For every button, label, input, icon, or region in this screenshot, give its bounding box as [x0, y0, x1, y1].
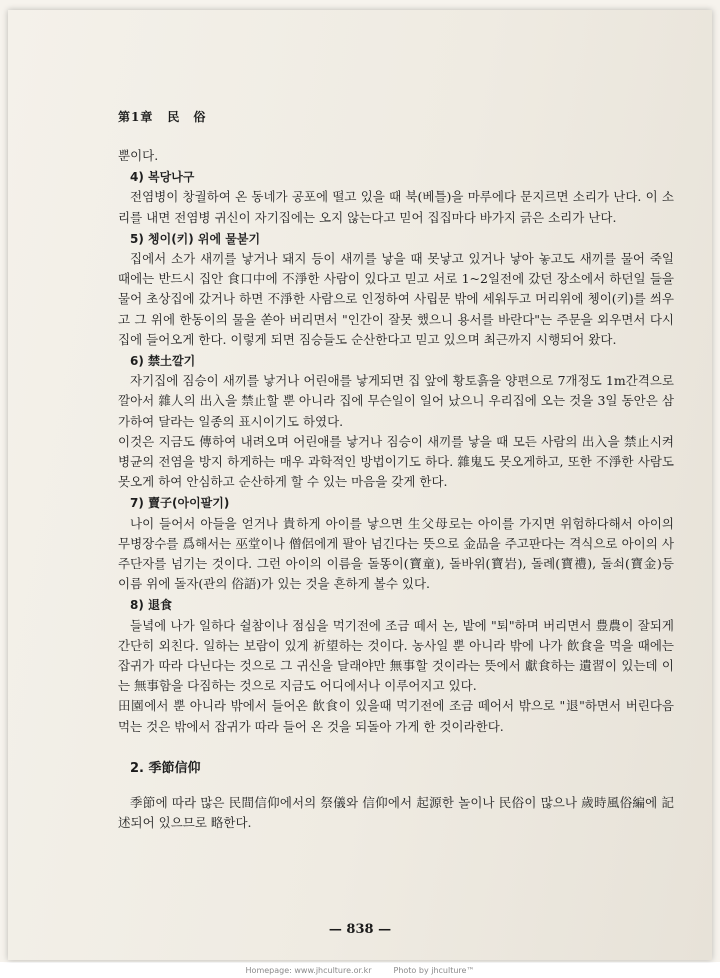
subheading-6: 6) 禁土깔기: [130, 354, 196, 369]
page-body: [118, 146, 674, 834]
section-2-paragraph: 季節에 따라 많은 民間信仰에서의 祭儀와 信仰에서 起源한 놀이나 民俗이 많으나 歲時風俗編에 記述되어 있으므로 略한다.: [118, 795, 674, 831]
subheading-7: 7) 賣子(아이팔기): [130, 496, 230, 511]
subheading-4: 4) 복당나구: [130, 170, 195, 185]
photographer-credit: Photo by jhculture™: [393, 966, 475, 975]
photo-credit-bar: [0, 963, 720, 978]
chapter-title: 民 俗: [167, 110, 207, 124]
book-page: [8, 10, 712, 960]
chapter-number: 第1章: [118, 110, 154, 124]
running-header: [118, 108, 206, 125]
paragraph-6b: 이것은 지금도 傳하여 내려오며 어린애를 낳거나 짐승이 새끼를 낳을 때 모든 사람의 出入을 禁止시켜 병균의 전염을 방지 하게하는 매우 과학적인 방법이기도 하다. 雜鬼도 못오게하고, 또한 不淨한 사람도 못오게 하여 안심하고 순산하게 할 수 있는 마음을 갖게 한다.: [118, 433, 674, 490]
subheading-8: 8) 退食: [130, 598, 173, 613]
paragraph-7: 나이 들어서 아들을 얻거나 貴하게 아이를 낳으면 生父母로는 아이를 가지면 위험하다해서 아이의 무병장수를 爲해서는 巫堂이나 僧侶에게 팔아 넘긴다는 뜻으로 金品을 주고판다는 격식으로 아이의 사주단자를 넘기는 것이다. 그런 아이의 이름을 돌똥이(寶童), 돌바위(寶岩), 돌례(寶禮), 돌쇠(寶金)등 이름 위에 돌자(관의 俗語)가 있는 것을 흔하게 볼수 있다.: [118, 515, 674, 592]
subheading-5: 5) 쳉이(키) 위에 물붇기: [130, 231, 261, 246]
paragraph-8a: 들녘에 나가 일하다 쉴참이나 점심을 먹기전에 조금 떼서 논, 밭에 "퇴"하며 버리면서 豊農이 잘되게 간단히 외친다. 일하는 보람이 있게 祈望하는 것이다. 농사일 뿐 아니라 밖에 나가 飮食을 먹을 때에는 잡귀가 따라 다닌다는 것으로 그 귀신을 달래야만 無事할 것이라는 뜻에서 獻食하는 遺習이 있는데 이는 無事함을 다짐하는 것으로 지금도 어디에서나 이루어지고 있다.: [118, 617, 674, 694]
homepage-credit: Homepage: www.jhculture.or.kr: [245, 966, 372, 975]
paragraph-4: 전염병이 창궐하여 온 동네가 공포에 떨고 있을 때 북(베틀)을 마루에다 문지르면 소리가 난다. 이 소리를 내면 전염병 귀신이 자기집에는 오지 않는다고 믿어 집집마다 바가지 긁은 소리가 난다.: [118, 189, 674, 225]
section-heading-2: 2. 季節信仰: [130, 760, 201, 776]
continued-text: 뿐이다.: [118, 148, 159, 163]
page-number: — 838 —: [328, 922, 392, 937]
paragraph-5: 집에서 소가 새끼를 낳거나 돼지 등이 새끼를 낳을 때 못낳고 있거나 낳아 놓고도 새끼를 물어 죽일 때에는 반드시 집안 食口中에 不淨한 사람이 있다고 믿고 서로 1~2일전에 갔던 장소에서 하던일 들을 물어 초상집에 갔거나 하면 不淨한 사람으로 인정하여 사립문 밖에 세워두고 머리위에 쳉이(키)를 씌우고 그 위에 한동이의 물을 쏟아 버리면서 "인간이 잘못 했으니 용서를 바란다"는 주문을 외우면서 다시 집에 들어오게 한다. 이렇게 되면 짐승들도 순산한다고 믿고 있으며 최근까지 시행되어 왔다.: [118, 251, 674, 347]
paragraph-8b: 田園에서 뿐 아니라 밖에서 들어온 飮食이 있을때 먹기전에 조금 떼어서 밖으로 "退"하면서 버린다음 먹는 것은 밖에서 잡귀가 따라 들어 온 것을 되돌아 가게 한 것이라한다.: [118, 698, 674, 734]
paragraph-6a: 자기집에 짐승이 새끼를 낳거나 어린애를 낳게되면 집 앞에 황토흙을 양편으로 7개정도 1m간격으로 깔아서 雜人의 出入을 禁止할 뿐 아니라 집에 무슨일이 일어 났으니 우리집에 오는 것을 3일 동안은 삼가하여 달라는 일종의 표시이기도 하였다.: [118, 373, 674, 429]
